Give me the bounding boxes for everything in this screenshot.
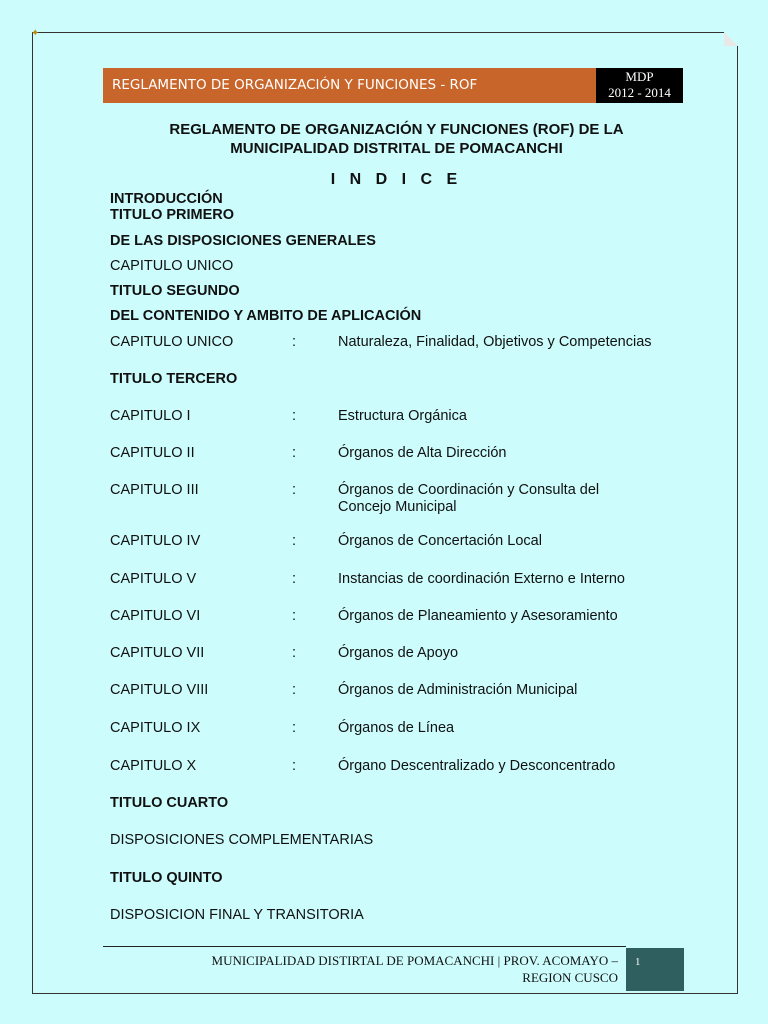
header-org-code: MDP	[625, 69, 654, 84]
toc-chapter-desc	[338, 482, 599, 516]
toc-titulo-quinto-desc: DISPOSICION FINAL Y TRANSITORIA	[110, 907, 364, 923]
toc-separator: :	[292, 482, 297, 498]
toc-separator: :	[292, 608, 297, 624]
footer-text	[140, 952, 618, 986]
toc-chapter-desc: Órgano Descentralizado y Desconcentrado	[338, 758, 616, 774]
footer-divider	[103, 946, 626, 947]
toc-titulo-cuarto: TITULO CUARTO	[110, 795, 229, 811]
toc-chapter-label: CAPITULO VII	[110, 645, 205, 661]
toc-chapter-label: CAPITULO VIII	[110, 682, 209, 698]
toc-separator: :	[292, 645, 297, 661]
document-title-line1: REGLAMENTO DE ORGANIZACIÓN Y FUNCIONES (ROF) DE LA	[169, 121, 624, 138]
toc-separator: :	[292, 720, 297, 736]
toc-separator: :	[292, 445, 297, 461]
toc-titulo-primero-desc: DE LAS DISPOSICIONES GENERALES	[110, 233, 376, 249]
page-number: 1	[626, 948, 684, 991]
header-title-bar	[103, 68, 596, 103]
toc-chapter-desc-line1: Órganos de Coordinación y Consulta del	[338, 482, 600, 498]
toc-chapter-desc-line2: Concejo Municipal	[338, 499, 457, 515]
toc-chapter-label: CAPITULO IX	[110, 720, 201, 736]
toc-titulo-quinto: TITULO QUINTO	[110, 870, 223, 886]
toc-chapter-desc: Órganos de Concertación Local	[338, 533, 542, 549]
toc-titulo-cuarto-desc: DISPOSICIONES COMPLEMENTARIAS	[110, 832, 374, 848]
toc-introduccion: INTRODUCCIÓN	[110, 191, 223, 207]
document-title-line2: MUNICIPALIDAD DISTRITAL DE POMACANCHI	[230, 140, 563, 157]
toc-separator: :	[292, 408, 297, 424]
toc-chapter-label: CAPITULO X	[110, 758, 197, 774]
page-fold-corner	[724, 32, 738, 46]
toc-chapter-desc: Estructura Orgánica	[338, 408, 467, 424]
index-heading: I N D I C E	[330, 171, 463, 188]
toc-chapter-desc: Órganos de Administración Municipal	[338, 682, 578, 698]
toc-separator: :	[292, 334, 297, 350]
toc-chapter-label: CAPITULO V	[110, 571, 197, 587]
toc-chapter-desc: Órganos de Alta Dirección	[338, 445, 507, 461]
toc-chapter-label: CAPITULO VI	[110, 608, 201, 624]
toc-chapter-desc: Instancias de coordinación Externo e Interno	[338, 571, 625, 587]
toc-separator: :	[292, 533, 297, 549]
footer-line2: REGION CUSCO	[522, 970, 618, 985]
header-period: 2012 - 2014	[608, 85, 671, 100]
toc-chapter-label: CAPITULO I	[110, 408, 191, 424]
pin-icon: ✦	[31, 28, 40, 39]
toc-titulo-segundo: TITULO SEGUNDO	[110, 283, 240, 299]
header-title: REGLAMENTO DE ORGANIZACIÓN Y FUNCIONES - ROF	[112, 77, 478, 93]
toc-chapter-label: CAPITULO II	[110, 445, 195, 461]
toc-titulo-segundo-capitulo-desc: Naturaleza, Finalidad, Objetivos y Competencias	[338, 334, 652, 350]
header-period-box	[596, 68, 683, 103]
toc-titulo-segundo-capitulo: CAPITULO UNICO	[110, 334, 234, 350]
toc-titulo-tercero: TITULO TERCERO	[110, 371, 238, 387]
toc-separator: :	[292, 758, 297, 774]
toc-separator: :	[292, 571, 297, 587]
footer-line1: MUNICIPALIDAD DISTIRTAL DE POMACANCHI | PROV. ACOMAYO –	[211, 953, 618, 968]
toc-separator: :	[292, 682, 297, 698]
toc-chapter-label: CAPITULO IV	[110, 533, 201, 549]
toc-chapter-label: CAPITULO III	[110, 482, 199, 498]
toc-titulo-segundo-desc: DEL CONTENIDO Y AMBITO DE APLICACIÓN	[110, 308, 422, 324]
toc-chapter-desc: Órganos de Línea	[338, 720, 455, 736]
toc-titulo-primero: TITULO PRIMERO	[110, 207, 235, 223]
toc-chapter-desc: Órganos de Apoyo	[338, 645, 459, 661]
toc-chapter-desc: Órganos de Planeamiento y Asesoramiento	[338, 608, 618, 624]
toc-titulo-primero-capitulo: CAPITULO UNICO	[110, 258, 234, 274]
document-title	[110, 120, 683, 158]
